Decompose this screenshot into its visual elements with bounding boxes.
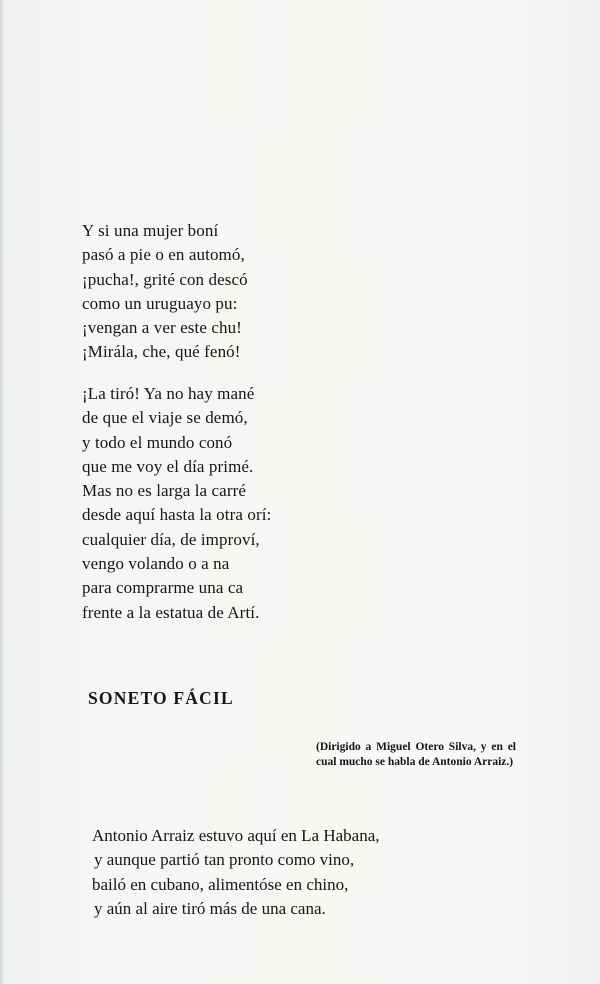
poem-line: ¡pucha!, grité con descó — [82, 269, 248, 289]
poem-line: cualquier día, de improví, — [82, 529, 260, 549]
poem-line: ¡Mirála, che, qué fenó! — [82, 342, 241, 362]
sonnet-line: bailó en cubano, alimentóse en chino, — [92, 874, 349, 894]
poem-line: como un uruguayo pu: — [82, 293, 238, 313]
poem-line: Y si una mujer boní — [82, 221, 219, 240]
poem-stanza-1 — [82, 219, 248, 365]
poem-line: y todo el mundo conó — [82, 432, 233, 452]
poem-stanza-2 — [82, 382, 271, 625]
poem-line: vengo volando o a na — [82, 554, 230, 574]
poem-line: Mas no es larga la carré — [82, 481, 246, 501]
sonnet-stanza — [92, 824, 380, 921]
poem-line: ¡La tiró! Ya no hay mané — [82, 384, 255, 403]
poem-line: pasó a pie o en automó, — [82, 245, 245, 265]
sonnet-line: y aunque partió tan pronto como vino, — [94, 850, 355, 870]
sonnet-line: Antonio Arraiz estuvo aquí en La Habana, — [92, 826, 380, 845]
poem-line: para comprarme una ca — [82, 578, 244, 598]
poem-line: ¡vengan a ver este chu! — [82, 318, 242, 338]
poem-line: que me voy el día primé. — [82, 456, 254, 476]
poem-line: de que el viaje se demó, — [82, 408, 248, 428]
page-edge-shadow — [0, 0, 5, 984]
section-heading: SONETO FÁCIL — [88, 688, 234, 708]
dedication-note: (Dirigido a Miguel Otero Silva, y en el cual mucho se habla de Antonio Arraiz.) — [316, 741, 516, 768]
poem-line: frente a la estatua de Artí. — [82, 602, 260, 622]
sonnet-line: y aún al aire tiró más de una cana. — [94, 898, 326, 918]
poem-line: desde aquí hasta la otra orí: — [82, 505, 272, 525]
